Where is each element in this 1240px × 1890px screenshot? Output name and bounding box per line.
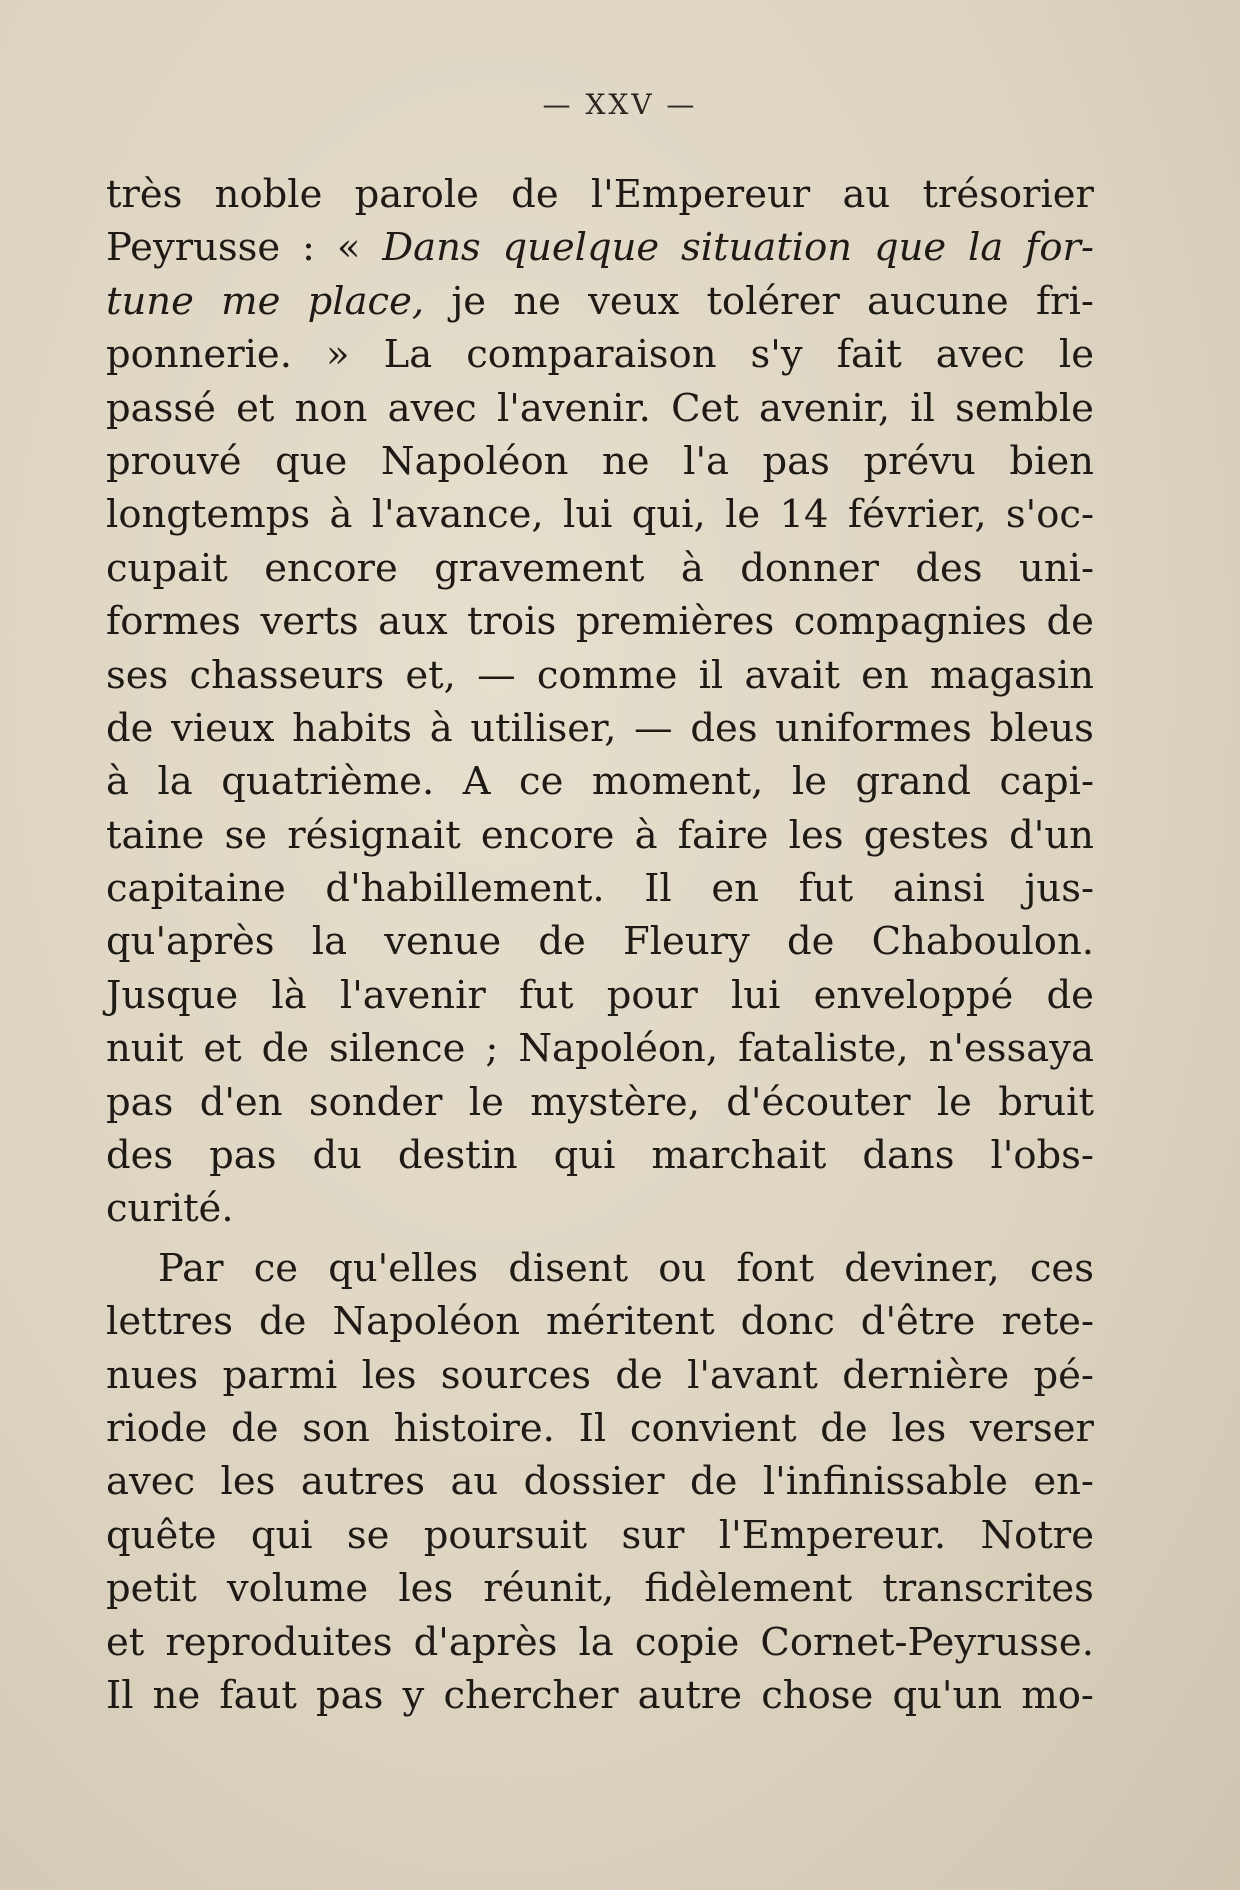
word: mystère,	[530, 1079, 700, 1125]
word: Chaboulon.	[871, 919, 1094, 965]
word: riode	[106, 1405, 208, 1451]
word: lui	[563, 492, 613, 538]
word: et,	[405, 652, 456, 698]
word: fait	[836, 332, 902, 378]
word: ce	[519, 759, 564, 805]
text-line	[106, 1295, 1094, 1348]
word: qu'un	[892, 1672, 1003, 1718]
word: compagnies	[793, 599, 1027, 645]
word: «	[336, 225, 361, 271]
word: longtemps	[106, 492, 311, 538]
word: dernière	[842, 1352, 1010, 1398]
word: deviner,	[844, 1245, 1000, 1291]
word: rete-	[1001, 1299, 1094, 1345]
word: aux	[378, 599, 448, 645]
word: n'essaya	[928, 1026, 1094, 1072]
word: ainsi	[892, 866, 985, 912]
word: faut	[219, 1672, 297, 1718]
word: semble	[955, 385, 1094, 431]
word: à	[106, 759, 129, 805]
word: chercher	[443, 1672, 619, 1718]
word: l'Empereur	[590, 172, 811, 217]
word: Fleury	[623, 919, 750, 965]
word: qu'après	[106, 919, 275, 965]
word: volume	[226, 1566, 369, 1612]
word: dossier	[523, 1459, 665, 1505]
word: taine	[106, 812, 205, 858]
word: donner	[740, 545, 879, 591]
word: de	[261, 1026, 310, 1072]
word: silence	[329, 1026, 466, 1072]
word: Cornet-Peyrusse.	[760, 1619, 1094, 1665]
word: d'un	[1009, 812, 1094, 858]
word: pas	[316, 1672, 384, 1718]
word: de	[615, 1352, 663, 1398]
text-line	[106, 1616, 1094, 1669]
word: à	[680, 545, 704, 591]
word: qui,	[631, 492, 706, 538]
word: aucune	[867, 278, 1009, 324]
word: de	[689, 1459, 738, 1505]
word: s'y	[750, 332, 803, 378]
word: donc	[740, 1299, 835, 1345]
word: résignait	[287, 812, 461, 858]
word: et	[236, 385, 275, 431]
word: moment,	[591, 759, 764, 805]
word: nues	[106, 1352, 199, 1398]
paragraph	[106, 1242, 1094, 1723]
word: gravement	[434, 545, 645, 591]
page-number: — XXV —	[542, 88, 698, 121]
word: poursuit	[423, 1512, 588, 1558]
word: de	[511, 172, 559, 217]
word: formes	[106, 599, 241, 645]
word: La	[383, 332, 433, 378]
word: le	[936, 1079, 972, 1125]
word: au	[842, 172, 891, 217]
word: s'oc-	[1005, 492, 1094, 538]
word: sonder	[308, 1079, 443, 1125]
word: utiliser,	[470, 705, 617, 751]
word: reproduites	[165, 1619, 393, 1665]
word: pas	[209, 1133, 277, 1179]
text-line	[106, 702, 1094, 755]
word: pour	[606, 972, 698, 1018]
text-line	[106, 969, 1094, 1022]
word: veux	[588, 278, 680, 324]
word: la	[157, 759, 193, 805]
word: passé	[106, 385, 216, 431]
word: la	[311, 919, 348, 965]
word: avec	[935, 332, 1025, 378]
word: d'habillement.	[325, 866, 605, 912]
word: Napoléon	[332, 1299, 521, 1345]
word: les	[398, 1566, 454, 1612]
word: lui	[730, 972, 781, 1018]
word: de	[1046, 972, 1094, 1018]
word: très	[106, 172, 183, 217]
word: février,	[847, 492, 987, 538]
paragraph	[106, 168, 1094, 1236]
word: gestes	[863, 812, 989, 858]
word: comparaison	[466, 332, 717, 378]
word: Par	[158, 1245, 224, 1291]
text-line	[106, 221, 1094, 274]
text-line	[106, 382, 1094, 435]
word: situation	[681, 225, 853, 271]
word: le	[725, 492, 761, 538]
word: —	[477, 652, 516, 698]
word: avec	[106, 1459, 196, 1505]
text-line	[106, 1402, 1094, 1455]
word: transcrites	[882, 1566, 1094, 1612]
word: cupait	[106, 545, 228, 591]
word: bleus	[989, 705, 1094, 751]
word: trois	[467, 599, 557, 645]
text-line	[106, 542, 1094, 595]
word: for-	[1025, 225, 1094, 271]
word: uni-	[1019, 545, 1094, 591]
word: d'écouter	[726, 1079, 911, 1125]
word: les	[788, 812, 844, 858]
word: de	[231, 1405, 279, 1451]
word: verser	[970, 1405, 1094, 1451]
word: Notre	[980, 1512, 1094, 1558]
word: il	[698, 652, 724, 698]
word: disent	[508, 1245, 629, 1291]
word: ces	[1029, 1245, 1094, 1291]
text-line	[106, 1242, 1094, 1295]
word: la	[578, 1619, 614, 1665]
word: d'être	[860, 1299, 976, 1345]
word: de	[259, 1299, 307, 1345]
word: de	[538, 919, 586, 965]
word: sur	[621, 1512, 685, 1558]
text-line	[106, 755, 1094, 808]
word: le	[1058, 332, 1094, 378]
text-line	[106, 809, 1094, 862]
word: en	[711, 866, 759, 912]
word: à	[634, 812, 658, 858]
word: Napoléon	[380, 438, 569, 484]
word: les	[891, 1405, 947, 1451]
word: 14	[779, 492, 829, 538]
word: encore	[480, 812, 615, 858]
word: dans	[862, 1133, 955, 1179]
text-line	[106, 435, 1094, 488]
word: le	[468, 1079, 504, 1125]
word: pas	[106, 1079, 174, 1125]
word: destin	[397, 1133, 518, 1179]
word: les	[361, 1352, 417, 1398]
word: du	[312, 1133, 362, 1179]
text-line	[106, 328, 1094, 381]
word: prouvé	[106, 438, 242, 484]
text-line	[106, 1129, 1094, 1182]
word: venue	[384, 919, 502, 965]
word: uniformes	[775, 705, 972, 751]
text-line	[106, 1076, 1094, 1129]
word: bruit	[998, 1079, 1094, 1125]
word: des	[915, 545, 983, 591]
text-line	[106, 649, 1094, 702]
word: et	[203, 1026, 242, 1072]
word: fataliste,	[738, 1026, 909, 1072]
word: ;	[485, 1026, 499, 1072]
word: magasin	[930, 652, 1094, 698]
text-line	[106, 1349, 1094, 1402]
word: y	[402, 1672, 425, 1718]
word: nuit	[106, 1026, 184, 1072]
word: fri-	[1035, 278, 1094, 324]
word: lettres	[106, 1299, 233, 1345]
word: trésorier	[922, 172, 1094, 217]
word: l'avance,	[371, 492, 544, 538]
word: qu'elles	[328, 1245, 479, 1291]
word: les	[220, 1459, 276, 1505]
text-line	[106, 1509, 1094, 1562]
word: mo-	[1021, 1672, 1094, 1718]
word: Dans	[382, 225, 481, 271]
word: vieux	[171, 705, 275, 751]
word: curité.	[106, 1186, 234, 1232]
text-line	[106, 488, 1094, 541]
word: l'avenir.	[496, 385, 651, 431]
word: en-	[1033, 1459, 1094, 1505]
word: de	[820, 1405, 868, 1451]
word: histoire.	[393, 1405, 555, 1451]
word: se	[346, 1512, 390, 1558]
word: bien	[1009, 438, 1094, 484]
word: qui	[250, 1512, 313, 1558]
word: tune	[106, 278, 194, 324]
word: autres	[300, 1459, 425, 1505]
word: de	[787, 919, 835, 965]
word: jus-	[1024, 866, 1094, 912]
word: capitaine	[106, 866, 286, 912]
word: son	[302, 1405, 370, 1451]
word: habits	[292, 705, 413, 751]
word: Il	[644, 866, 672, 912]
word: se	[224, 812, 268, 858]
word: l'infinissable	[762, 1459, 1008, 1505]
word: pas	[762, 438, 830, 484]
word: le	[791, 759, 828, 805]
word: pé-	[1033, 1352, 1094, 1398]
word: verts	[260, 599, 359, 645]
word: je	[451, 278, 487, 324]
word: convient	[629, 1405, 797, 1451]
word: la	[968, 225, 1004, 271]
word: au	[450, 1459, 499, 1505]
text-line	[106, 1669, 1094, 1722]
word: ce	[253, 1245, 299, 1291]
word: Napoléon,	[518, 1026, 719, 1072]
word: prévu	[863, 438, 976, 484]
word: autre	[637, 1672, 743, 1718]
body-text	[106, 168, 1094, 1722]
word: capi-	[999, 759, 1094, 805]
word: encore	[264, 545, 398, 591]
word: non	[294, 385, 368, 431]
word: réunit,	[483, 1566, 615, 1612]
word: tolérer	[706, 278, 840, 324]
word: l'obs-	[990, 1133, 1094, 1179]
word: sources	[440, 1352, 592, 1398]
word: il	[910, 385, 935, 431]
word: ne	[601, 438, 650, 484]
word: ponnerie.	[106, 332, 292, 378]
word: ne	[152, 1672, 201, 1718]
text-line	[106, 1182, 1094, 1235]
word: méritent	[546, 1299, 715, 1345]
word: fut	[519, 972, 574, 1018]
word: noble	[214, 172, 323, 217]
word: Cet	[671, 385, 739, 431]
text-line	[106, 275, 1094, 328]
word: Jusque	[106, 972, 239, 1018]
word: fut	[798, 866, 854, 912]
word: à	[429, 705, 453, 751]
word: parole	[354, 172, 479, 217]
word: grand	[855, 759, 971, 805]
word: faire	[677, 812, 769, 858]
word: des	[690, 705, 758, 751]
word: de	[106, 705, 154, 751]
word: comme	[536, 652, 678, 698]
word: place,	[307, 278, 425, 324]
word: de	[1046, 599, 1094, 645]
text-line	[106, 168, 1094, 221]
word: à	[329, 492, 353, 538]
text-line	[106, 1455, 1094, 1508]
word: qui	[553, 1133, 616, 1179]
word: —	[634, 705, 673, 751]
word: »	[326, 332, 350, 378]
word: quête	[106, 1512, 217, 1558]
word: en	[861, 652, 909, 698]
word: Peyrusse	[106, 225, 281, 271]
text-line	[106, 1022, 1094, 1075]
word: premières	[575, 599, 775, 645]
word: enveloppé	[813, 972, 1014, 1018]
word: me	[221, 278, 281, 324]
word: d'en	[199, 1079, 283, 1125]
word: :	[302, 225, 316, 271]
word: l'a	[683, 438, 729, 484]
word: là	[271, 972, 307, 1018]
word: ou	[658, 1245, 707, 1291]
word: Il	[578, 1405, 607, 1451]
word: fidèlement	[644, 1566, 853, 1612]
word: avenir,	[759, 385, 891, 431]
word: Il	[106, 1672, 134, 1718]
word: l'avant	[687, 1352, 818, 1398]
word: d'après	[413, 1619, 558, 1665]
text-line	[106, 1562, 1094, 1615]
word: des	[106, 1133, 174, 1179]
word: que	[873, 225, 947, 271]
text-line	[106, 595, 1094, 648]
word: copie	[634, 1619, 740, 1665]
word: que	[275, 438, 348, 484]
word: chasseurs	[189, 652, 385, 698]
word: A	[462, 759, 491, 805]
word: quelque	[502, 225, 660, 271]
word: et	[106, 1619, 145, 1665]
word: petit	[106, 1566, 197, 1612]
word: l'avenir	[339, 972, 486, 1018]
word: ses	[106, 652, 169, 698]
word: avec	[387, 385, 477, 431]
text-line	[106, 862, 1094, 915]
word: marchait	[651, 1133, 827, 1179]
word: parmi	[222, 1352, 338, 1398]
word: l'Empereur.	[718, 1512, 947, 1558]
word: quatrième.	[221, 759, 435, 805]
text-line	[106, 915, 1094, 968]
word: avait	[744, 652, 840, 698]
word: chose	[761, 1672, 874, 1718]
word: font	[736, 1245, 815, 1291]
word: ne	[513, 278, 561, 324]
